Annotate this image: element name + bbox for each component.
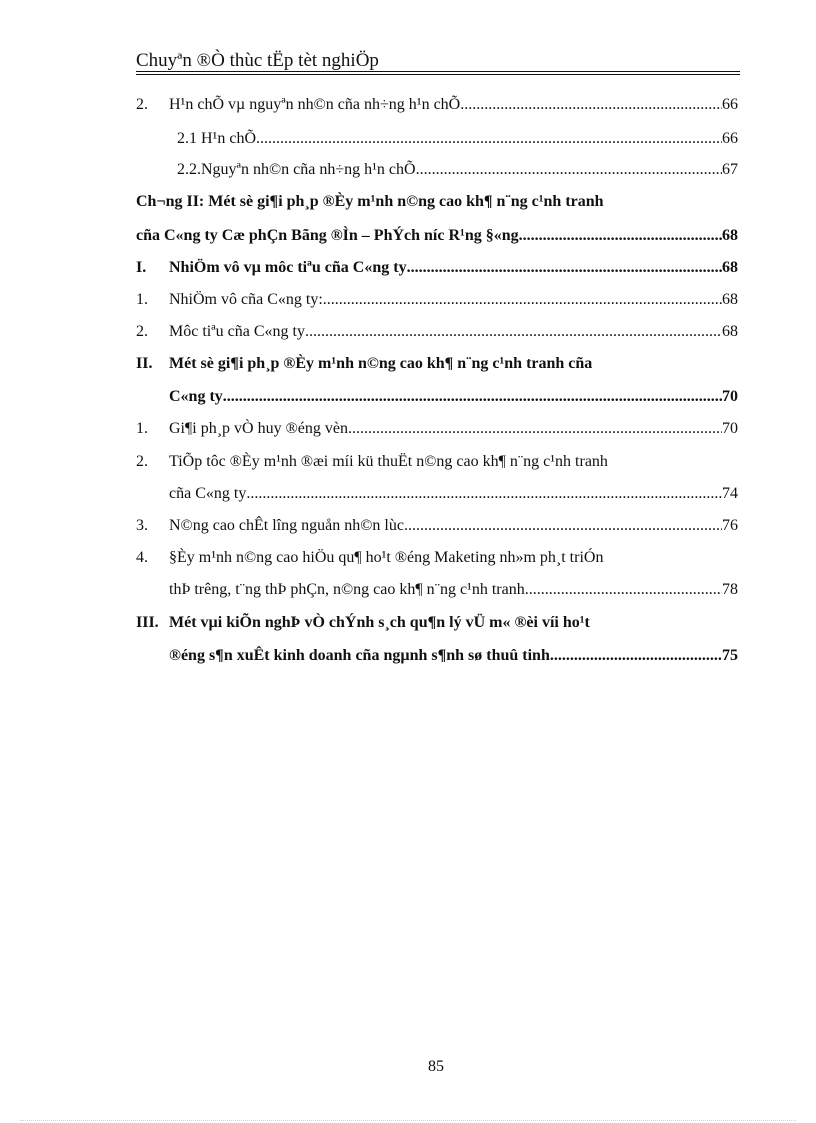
toc-leader-dots bbox=[404, 514, 722, 538]
toc-entry bbox=[136, 514, 738, 538]
toc-entry-text: 2.2.Nguyªn nh©n cña nh÷ng h¹n chÕ bbox=[177, 161, 416, 178]
toc-entry-page: 75 bbox=[722, 647, 738, 664]
page-header-title: Chuyªn ®Ò thùc tËp tèt nghiÖp bbox=[136, 50, 379, 71]
toc-entry bbox=[136, 93, 738, 117]
toc-entry bbox=[136, 288, 738, 312]
toc-leader-dots bbox=[519, 224, 722, 248]
toc-entry-number: III. bbox=[136, 614, 159, 631]
toc-entry-number: II. bbox=[136, 355, 153, 372]
toc-entry-page: 68 bbox=[722, 259, 738, 276]
toc-leader-dots bbox=[246, 482, 722, 506]
toc-entry-page: 66 bbox=[722, 130, 738, 147]
toc-entry-page: 66 bbox=[722, 96, 738, 113]
toc-entry-number: 1. bbox=[136, 291, 148, 308]
toc-entry-text: Môc tiªu cña C«ng ty bbox=[169, 323, 305, 340]
toc-leader-dots bbox=[407, 256, 722, 280]
toc-entry-number: 1. bbox=[136, 420, 148, 437]
toc-entry bbox=[169, 644, 738, 668]
toc-leader-dots bbox=[256, 127, 722, 151]
toc-entry-text: H¹n chÕ vµ nguyªn nh©n cña nh÷ng h¹n chÕ bbox=[169, 96, 461, 113]
toc-section-heading bbox=[136, 352, 738, 376]
toc-leader-dots bbox=[305, 320, 722, 344]
toc-entry-number: 2. bbox=[136, 96, 148, 113]
toc-entry-page: 67 bbox=[722, 161, 738, 178]
toc-chapter-heading bbox=[136, 190, 738, 214]
toc-entry-page: 68 bbox=[722, 291, 738, 308]
toc-entry-text: NhiÖm vô vµ môc tiªu cña C«ng ty bbox=[169, 259, 407, 276]
toc-entry bbox=[136, 256, 738, 280]
toc-entry bbox=[169, 482, 738, 506]
toc-leader-dots bbox=[348, 417, 722, 441]
toc-entry-page: 68 bbox=[722, 323, 738, 340]
toc-entry-text: NhiÖm vô cña C«ng ty: bbox=[169, 291, 323, 308]
toc-section-heading bbox=[136, 611, 738, 635]
header-rule-top bbox=[136, 71, 740, 72]
toc-entry bbox=[136, 417, 738, 441]
toc-entry-text: 2.1 H¹n chÕ bbox=[177, 130, 257, 147]
toc-entry bbox=[177, 158, 738, 182]
toc-entry-text: ®éng s¶n xuÊt kinh doanh cña ngµnh s¶nh sø thuû tinh bbox=[169, 647, 550, 664]
toc-entry-page: 76 bbox=[722, 517, 738, 534]
toc-leader-dots bbox=[223, 385, 722, 409]
toc-entry-text: Gi¶i ph¸p vÒ huy ®éng vèn bbox=[169, 420, 348, 437]
toc-entry bbox=[177, 127, 738, 151]
toc-entry-text: cña C«ng ty Cæ phÇn Bãng ®Ìn – PhÝch níc R¹ng §«ng bbox=[136, 227, 519, 244]
toc-entry-text: cña C«ng ty bbox=[169, 485, 247, 502]
page-number: 85 bbox=[428, 1058, 444, 1075]
toc-leader-dots bbox=[323, 288, 722, 312]
toc-entry bbox=[169, 385, 738, 409]
toc-entry-number: 3. bbox=[136, 517, 148, 534]
page-bottom-divider bbox=[20, 1120, 796, 1121]
toc-entry-page: 74 bbox=[722, 485, 738, 502]
toc-entry-text: Mét vµi kiÕn nghÞ vÒ chÝnh s¸ch qu¶n lý vÜ m« ®èi víi ho¹t bbox=[169, 614, 590, 631]
header-rule-bottom bbox=[136, 74, 740, 75]
toc-entry-number: 2. bbox=[136, 453, 148, 470]
toc-entry-text: TiÕp tôc ®Èy m¹nh ®æi míi kü thuËt n©ng cao kh¶ n¨ng c¹nh tranh bbox=[169, 453, 608, 470]
toc-entry-text: Ch¬ng II: Mét sè gi¶i ph¸p ®Èy m¹nh n©ng cao kh¶ n¨ng c¹nh tranh bbox=[136, 193, 604, 210]
toc-entry bbox=[136, 450, 738, 474]
toc-entry-number: 2. bbox=[136, 323, 148, 340]
toc-entry bbox=[136, 224, 738, 248]
toc-leader-dots bbox=[416, 158, 722, 182]
toc-entry-text: C«ng ty bbox=[169, 388, 223, 405]
toc-entry-text: §Èy m¹nh n©ng cao hiÖu qu¶ ho¹t ®éng Maketing nh»m ph¸t triÓn bbox=[169, 549, 604, 566]
toc-leader-dots bbox=[460, 93, 722, 117]
toc-entry-text: N©ng cao chÊt lîng nguån nh©n lùc bbox=[169, 517, 404, 534]
toc-entry-number: 4. bbox=[136, 549, 148, 566]
toc-entry-text: thÞ trêng, t¨ng thÞ phÇn, n©ng cao kh¶ n¨ng c¹nh tranh. bbox=[169, 581, 529, 598]
toc-entry-page: 70 bbox=[722, 420, 738, 437]
toc-leader-dots bbox=[550, 644, 722, 668]
toc-entry-page: 68 bbox=[722, 227, 738, 244]
toc-leader-dots bbox=[529, 578, 722, 602]
toc-entry-page: 78 bbox=[722, 581, 738, 598]
toc-entry-page: 70 bbox=[722, 388, 738, 405]
toc-entry bbox=[169, 578, 738, 602]
toc-entry bbox=[136, 546, 738, 570]
toc-entry bbox=[136, 320, 738, 344]
toc-entry-text: Mét sè gi¶i ph¸p ®Èy m¹nh n©ng cao kh¶ n¨ng c¹nh tranh cña bbox=[169, 355, 593, 372]
toc-entry-number: I. bbox=[136, 259, 147, 276]
